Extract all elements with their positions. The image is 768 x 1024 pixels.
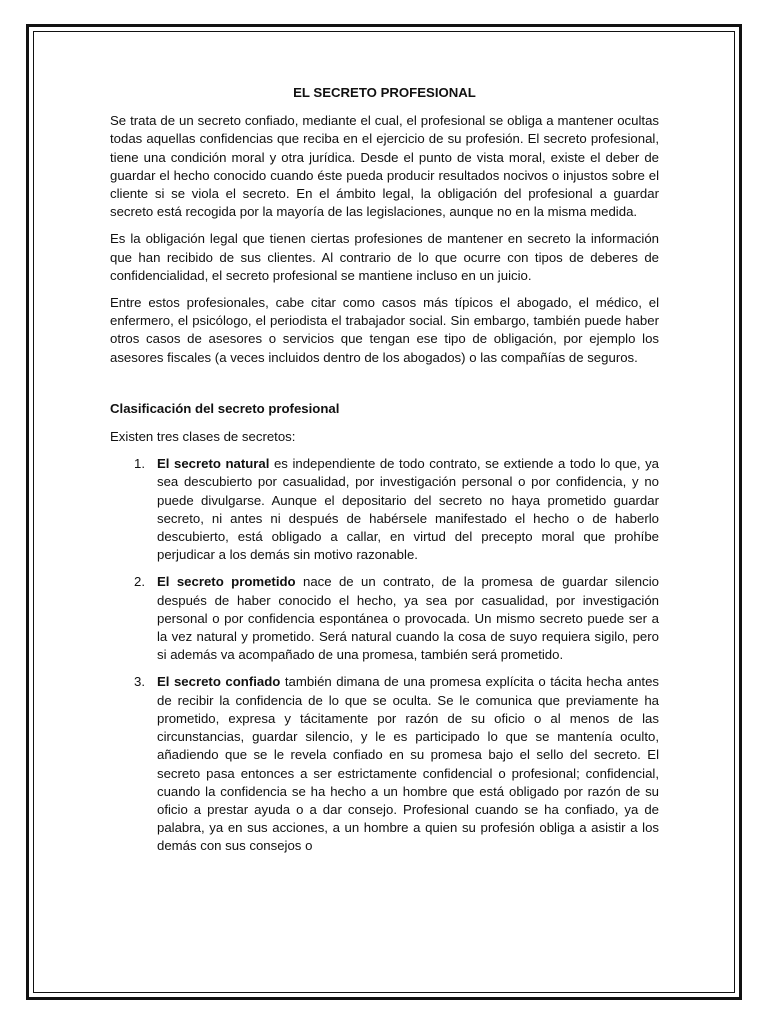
document-title: EL SECRETO PROFESIONAL bbox=[293, 85, 476, 100]
paragraph-2: Es la obligación legal que tienen ciertas profesiones de mantener en secreto la información que han recibido de sus clientes. Al contrario de lo que ocurre con tipos de deberes de confidencialidad, el secreto profesional se mantiene incluso en un juicio. bbox=[110, 231, 659, 283]
list-item-text: también dimana de una promesa explícita o tácita hecha antes de recibir la confidencia de lo que se oculta. Se le comunica que previamente ha prometido, expresa y tácitamente por razón de su oficio o al menos de las circunstancias, guardar silencio, y le es participado lo que se mantenía oculto, añadiendo que se le revela confiado en su promesa bajo el sello del secreto. El secreto pasa entonces a ser estrictamente confidencial o profesional; confidencial, cuando la confidencia se ha hecho a un hombre que está obligado por razón de su oficio a prestar ayuda o a dar consejo. Profesional cuando se ha confiado, ya de palabra, ya en sus acciones, a un hombre a quien su profesión obliga a asistir a los demás con sus consejos o bbox=[157, 674, 659, 854]
list-item bbox=[110, 455, 659, 564]
list-item-text: nace de un contrato, de la promesa de guardar silencio después de haber conocido el hecho, ya sea por casualidad, por investigación personal o por confidencia espontánea o provocada. Un mismo secreto puede ser a la vez natural y prometido. Será natural cuando la cosa de suyo requiera sigilo, pero si además va acompañado de una promesa, también será prometido. bbox=[157, 574, 659, 663]
list-item-text: es independiente de todo contrato, se extiende a todo lo que, ya sea descubierto por casualidad, por investigación personal o por confidencia, y no puede divulgarse. Aunque el depositario del secreto no haya prometido guardar secreto, ni antes ni después de habérsele manifestado el hecho o de haberlo descubierto, está obligado a callar, en virtud del precepto moral que prohíbe perjudicar a los demás sin motivo razonable. bbox=[157, 456, 660, 563]
list-item-number: 1. bbox=[134, 456, 145, 472]
list-item-term: El secreto confiado bbox=[157, 674, 281, 690]
secret-types-list bbox=[110, 455, 659, 855]
list-item-term: El secreto prometido bbox=[157, 574, 296, 590]
section-title: Clasificación del secreto profesional bbox=[110, 400, 340, 416]
list-item bbox=[110, 573, 659, 664]
paragraph-1: Se trata de un secreto confiado, mediante el cual, el profesional se obliga a mantener ocultas todas aquellas confidencias que reciba en el ejercicio de su profesión. El secreto profesional, tiene una condición moral y otra jurídica. Desde el punto de vista moral, existe el deber de guardar el hecho conocido cuando éste pueda producir resultados nocivos o injustos sobre el cliente si se viola el secreto. En el ámbito legal, la obligación del profesional a guardar secreto está recogida por la mayoría de las legislaciones, aunque no en la misma medida. bbox=[110, 113, 659, 220]
list-item-number: 3. bbox=[134, 674, 145, 690]
document-body bbox=[110, 84, 659, 865]
section-intro: Existen tres clases de secretos: bbox=[110, 429, 296, 445]
list-item-number: 2. bbox=[134, 574, 145, 590]
paragraph-3: Entre estos profesionales, cabe citar como casos más típicos el abogado, el médico, el enfermero, el psicólogo, el periodista el trabajador social. Sin embargo, también puede haber otros casos de asesores o servicios que tengan ese tipo de obligación, por ejemplo los asesores fiscales (a veces incluidos dentro de los abogados) o las compañías de seguros. bbox=[110, 295, 659, 365]
list-item-term: El secreto natural bbox=[157, 456, 270, 472]
list-item bbox=[110, 673, 659, 855]
